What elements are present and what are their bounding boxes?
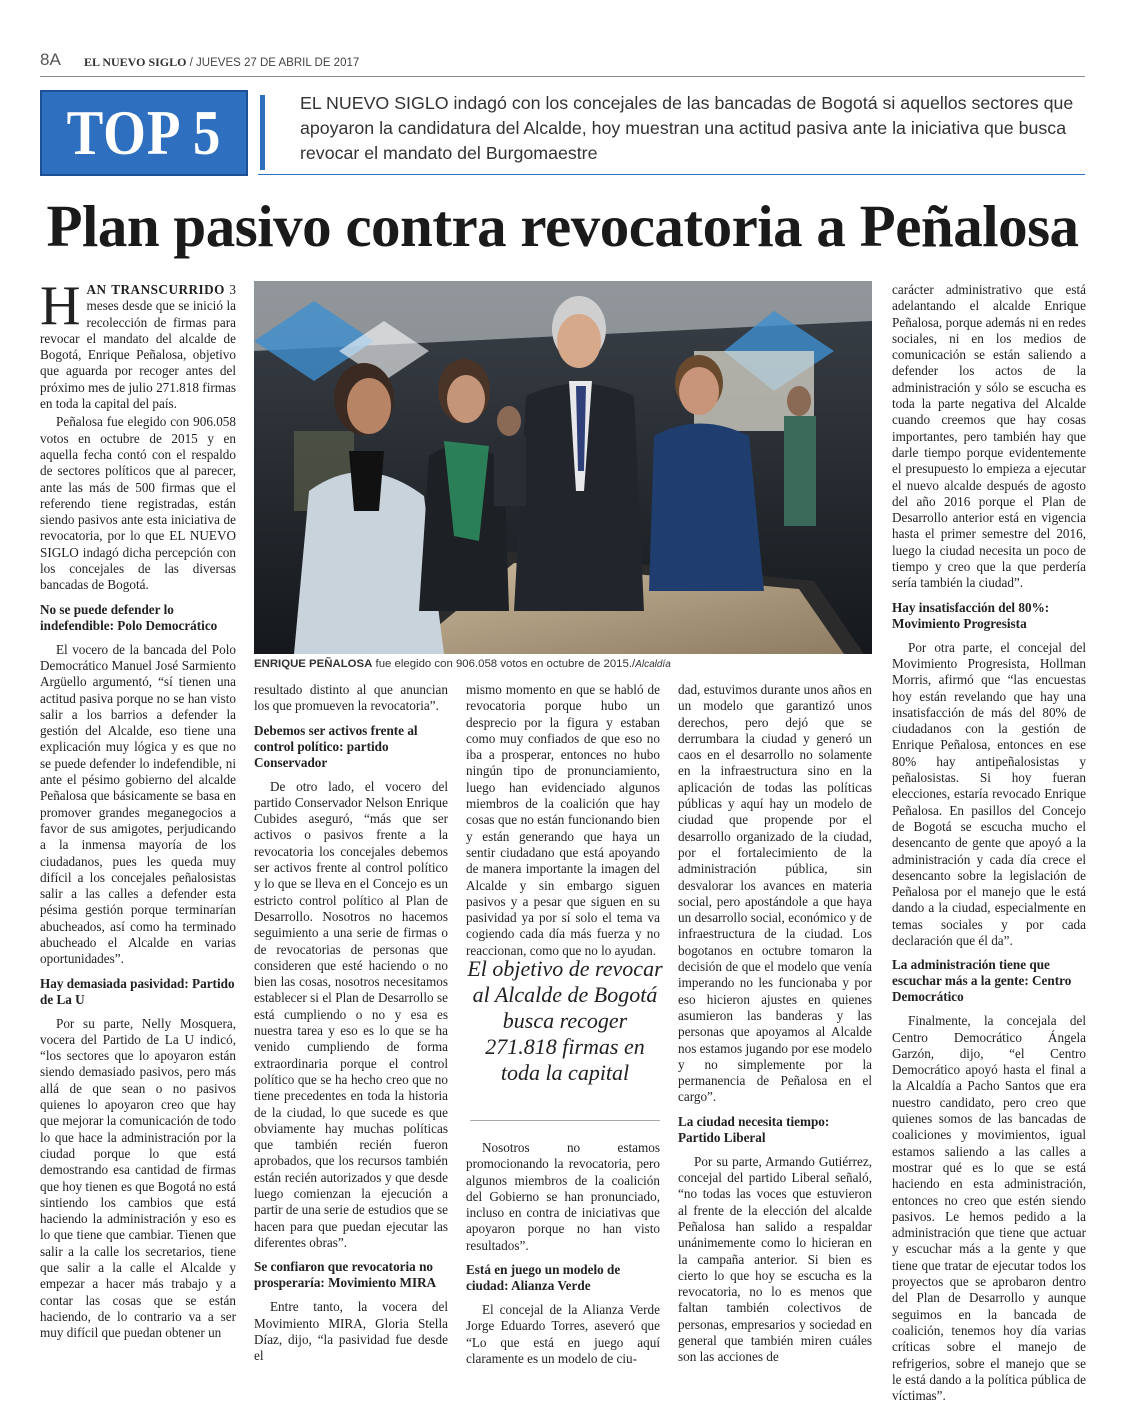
intro-text: EL NUEVO SIGLO indagó con los concejales de las bancadas de Bogotá si aquellos sectores que apoyaron la candidatura del Alcalde, hoy muestran una actitud pasiva ante la iniciativa que busca revocar el mandato del Burgomaestre [300,93,1074,163]
paragraph: Nosotros no estamos promocionando la revocatoria, pero algunos miembros de la coalición del Gobierno se han pronunciado, incluso en contra de iniciativas que apoyaron porque no han visto resultados”. [466,1140,660,1253]
paragraph: El vocero de la bancada del Polo Democrático Manuel José Sarmiento Argüello argumentó, “sí tienen una actitud pasiva porque no se han visto salir a los barrios a defender la gestión del Alcalde, eso tiene una explicación muy lógica y es que no se puede defender lo indefendible, ni ante el pésimo gobierno del alcalde Peñalosa que básicamente se basa en promover grandes meganegocios a favor de sus amigotes, perjudicando a la inmensa mayoría de los ciudadanos, pues les queda muy difícil a los concejales peñalosistas salir a las calles a defender esta pésima gestión porque terminarían abucheados, así como ha terminado abucheado el Alcalde en varias oportunidades”. [40,641,236,967]
paragraph: dad, estuvimos durante unos años en un modelo que garantizó unos derechos, pero dejó que se derrumbara la ciudad y generó un caos en el desarrollo no solamente en la infraestructura sino en la aplicación de todas las políticas públicas y aquí hay un modelo de ciudad que propende por el desarrollo organizado de la ciudad, por el fortalecimiento de la administración pública, sin desvalorar los avances en materia social, pero apostándole a que haya un desarrollo social, económico y de infraestructura de la ciudad. Los bogotanos en octubre tomaron la decisión de que el modelo que venía imperando no les funcionaba y por eso hicieron ajustes en quienes asumieron las banderas y las personas que apoyamos al Alcalde nos estamos jugando por ese modelo y no simplemente por la permanencia de Peñalosa en el cargo”. [678,682,872,1105]
subheading: Hay demasiada pasividad: Partido de La U [40,975,235,1007]
paragraph: 3 meses desde que se inició la recolección de firmas para revocar el mandato del alcalde de Bogotá, Enrique Peñalosa, objetivo que aguarda por recoger antes del próximo mes de julio 271.818 firmas en toda la capital del país. [40,282,236,412]
paragraph: De otro lado, el vocero del partido Conservador Nelson Enrique Cubides aseguró, “más que ser activos o pasivos frente a la revocatoria los concejales debemos ser activos frente al control político y lo que se lleva en el Concejo es un estricto control político al Plan de Desarrollo. Nosotros no hacemos seguimiento a una serie de firmas o de revocatorias de personas que consideren que esté haciendo o no bien las cosas, nosotros necesitamos establecer si el Plan de Desarrollo se está cumpliendo o no y esa es nuestra tarea y eso es lo que se ha venido cumpliendo de forma extraordinaria porque el control político que se ha hecho creo que no tiene precedentes en toda la historia de la ciudad, lo que sucede es que obviamente hay muchas políticas que también recién fueron aprobados, que los recursos también están recién autorizados y que desde luego comienzan la ejecución a partir de una serie de estudios que se hacen para que puedan ejecutar las diferentes obras”. [254,778,448,1250]
subheading: La administración tiene que escuchar más a la gente: Centro Democrático [892,957,1072,1005]
article-column-4 [678,682,872,1368]
top5-badge [40,90,248,176]
subheading: Se confiaron que revocatoria no prosperaría: Movimiento MIRA [254,1259,437,1291]
paragraph: El concejal de la Alianza Verde Jorge Eduardo Torres, aseveró que “Lo que está en juego aquí claramente es un modelo de ciu- [466,1302,660,1366]
paragraph: resultado distinto al que anuncian los que promueven la revocatoria”. [254,682,448,714]
article-column-3-top [466,682,660,961]
article-column-5 [892,282,1086,1406]
photo-caption [254,658,874,670]
page-number: 8A [40,50,61,69]
pull-quote-rule [470,1120,660,1121]
headline: Plan pasivo contra revocatoria a Peñalosa [46,193,1079,259]
caption-credit: Alcaldía [635,659,671,670]
subheading: Está en juego un modelo de ciudad: Alianza Verde [466,1262,621,1294]
header-rule [40,76,1085,77]
caption-text: fue elegido con 906.058 votos en octubre de 2015./ [372,658,636,670]
subheading: Hay insatisfacción del 80%: Movimiento Progresista [892,599,1050,631]
paragraph: Por otra parte, el concejal del Movimiento Progresista, Hollman Morris, afirmó que “las encuestas hoy están revelando que hay una insatisfacción de más del 80% de ciudadanos con la gestión de Enrique Peñalosa, entonces en ese 80% hay antipeñalosistas y peñalosistas. Si hoy fueran elecciones, estaría revocado Enrique Peñalosa. En pasillos del Concejo de Bogotá se escucha mucho el desencanto de gente que apoyó a la administración y cada día crece el desencanto sobre la legislación de Peñalosa por el manejo que le está dando a la ciudad, especialmente en temas sociales y por cada declaración que él da”. [892,639,1086,948]
article-column-3-bottom [466,1140,660,1369]
pull-quote: El objetivo de revocar al Alcalde de Bogotá busca recoger 271.818 firmas en toda la capital [467,956,663,1085]
subheading: No se puede defender lo indefendible: Polo Democrático [40,601,218,633]
top5-label: TOP 5 [66,97,222,168]
photo-illustration [254,281,872,654]
intro-accent-bar [260,95,265,170]
intro-rule [258,174,1085,175]
article-column-1 [40,275,236,1344]
paragraph: Peñalosa fue elegido con 906.058 votos en octubre de 2015 y en aquella fecha contó con el respaldo de sectores políticos que al parecer, ante las más de 500 firmas que el referendo tiene registradas, están siendo pasivos ante esta iniciativa de revocatoria, por lo que EL NUEVO SIGLO indagó dicha percepción con los concejales de las diversas bancadas de Bogotá. [40,414,236,593]
issue-date: / JUEVES 27 DE ABRIL DE 2017 [186,57,360,69]
subheading: La ciudad necesita tiempo: Partido Liberal [678,1113,830,1145]
article-column-2 [254,682,448,1366]
paragraph: Por su parte, Armando Gutiérrez, concejal del partido Liberal señaló, “no todas las voces que estuvieron al frente de la elección del alcalde Peñalosa han salido a respaldar unánimemente como lo hicieran en la campaña anterior. Si bien es cierto lo que hoy se escucha es la revocatoria, no lo es menos que faltan también colectivos de personas, empresarios y sociedad en general que también miren cuáles son las acciones de [678,1153,872,1365]
paragraph: mismo momento en que se habló de revocatoria porque hubo un desprecio por la figura y estaban como muy confiados de que eso no iba a prosperar, entonces no hubo ningún tipo de pronunciamiento, luego han evidenciado algunos miembros de la coalición que hay cosas que no están funcionando bien y están generando que haya un sentir ciudadano que está apoyando de manera importante la imagen del Alcalde y sin embargo siguen pasivos y a pesar que siguen en su pasividad ya por sí solo el tema va cogiendo cada día más fuerza y no reaccionan, como que no lo ayudan. [466,682,660,958]
news-photo [254,281,872,654]
drop-cap: H [40,275,81,337]
lead-caps: AN TRANSCURRIDO [86,282,225,297]
paragraph: Finalmente, la concejala del Centro Democrático Ángela Garzón, dijo, “el Centro Democrático apoyó hasta el final a la Alcaldía a Pacho Santos que era nuestro candidato, pero creo que quienes somos de las bancadas de coaliciones y movimientos, igual estamos saliendo a las calles a mostrar qué es lo que se está haciendo en esta administración, entonces no creo que estén siendo pasivos. Le hemos pedido a la administración que tiene que actuar y escuchar más a la gente y que tiene que tratar de ejecutar todos los proyectos que se aprobaron dentro del Plan de Desarrollo y aunque seguimos en la bancada de coalición, tenemos hoy día varias críticas sobre el manejo de refrigerios, sobre el manejo que se le está dando a la política pública de víctimas”. [892,1013,1086,1404]
paper-name: EL NUEVO SIGLO [84,55,187,69]
paper-dateline [84,55,359,70]
paragraph: carácter administrativo que está adelantando el alcalde Enrique Peñalosa, porque además ni en redes sociales, ni en los medios de comunicación se están saliendo a defender los actos de la administración y sólo se escucha es toda la parte negativa del Alcalde cuando creemos que hay cosas importantes, pero también hay que darle tiempo porque evidentemente el presupuesto lo empieza a ejecutar el nuevo alcalde después de agosto del año 2016 porque el Plan de Desarrollo anterior está en vigencia hasta el primer semestre del 2016, luego la ciudad necesita un poco de tiempo y creo que la que perdería sería también la ciudad”. [892,282,1086,591]
subheading: Debemos ser activos frente al control político: partido Conservador [254,722,418,770]
paragraph: Por su parte, Nelly Mosquera, vocera del Partido de La U indicó, “los sectores que lo apoyaron están siendo demasiado pasivos, pero más allá de que sean o no pasivos quienes lo apoyaron creo que hay que mejorar la comunicación de todo lo que hace la administración por la ciudad porque lo que está demostrando esa cantidad de firmas que hoy tienen es que Bogotá no está sintiendo los cambios que está haciendo la administración y eso es lo que tiene que cambiar. Tienen que salir a la calle los secretarios, tiene que salir a la calle el Alcalde y empezar a hacer más trabajo y a contar las cosas que se están haciendo, de lo contrario va a ser muy difícil que puedan obtener un [40,1015,236,1341]
paragraph: Entre tanto, la vocera del Movimiento MIRA, Gloria Stella Díaz, dijo, “la pasividad fue desde el [254,1299,448,1364]
caption-name: ENRIQUE PEÑALOSA [254,658,373,670]
